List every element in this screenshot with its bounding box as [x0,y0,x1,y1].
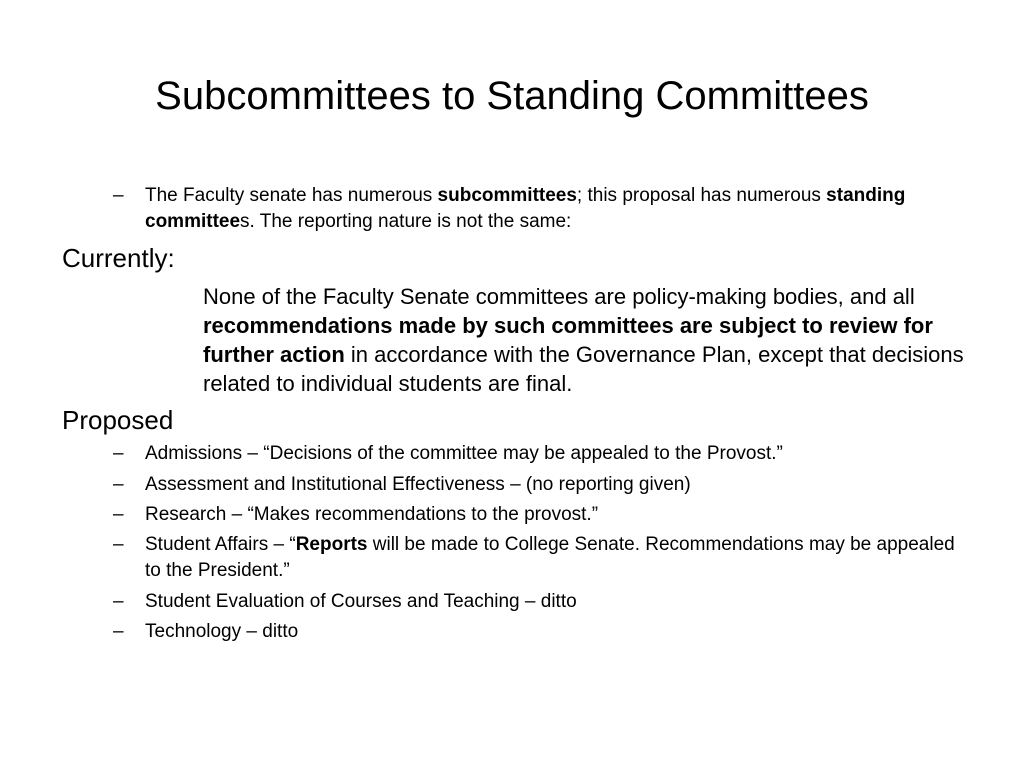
proposed-item-text: Technology – ditto [145,621,299,642]
intro-text-part: ; this proposal has numerous [576,185,827,206]
proposed-item-text: Research – “Makes recommendations to the provost.” [145,504,599,525]
intro-bold-standing-committee: standing committee [145,185,906,232]
intro-text-part: The Faculty senate has numerous [145,185,438,206]
dash-bullet: – [113,504,124,525]
intro-bold-subcommittees: subcommittees [437,185,577,206]
dash-bullet: – [113,443,124,464]
currently-heading: Currently: [62,243,175,273]
intro-text [145,183,965,235]
governance-quote [203,282,973,398]
slide-title: Subcommittees to Standing Committees [155,74,869,118]
proposed-item-text: Admissions – “Decisions of the committee may be appealed to the Provost.” [145,443,783,464]
dash-bullet: – [113,534,124,555]
dash-bullet: – [113,621,124,642]
quote-bold-text: recommendations made by such committees are subject to review for further action [203,313,933,367]
intro-text-part: s. The reporting nature is not the same: [240,211,572,232]
dash-bullet: – [113,185,124,206]
proposed-item-text-part: will be made to College Senate. Recommendations may be appealed to the President.” [145,534,955,581]
proposed-heading: Proposed [62,405,174,435]
dash-bullet: – [113,591,124,612]
bold-reports: Reports [295,534,368,555]
quote-text-part: None of the Faculty Senate committees are policy-making bodies, and all [203,284,915,309]
proposed-item-text [145,532,965,584]
quote-text-part: in accordance with the Governance Plan, except that decisions related to individual students are final. [203,342,964,396]
dash-bullet: – [113,474,124,495]
proposed-item-text: Student Evaluation of Courses and Teaching – ditto [145,591,577,612]
proposed-item-text-part: Student Affairs – “ [145,534,296,555]
proposed-item-text: Assessment and Institutional Effectiveness – (no reporting given) [145,474,691,495]
